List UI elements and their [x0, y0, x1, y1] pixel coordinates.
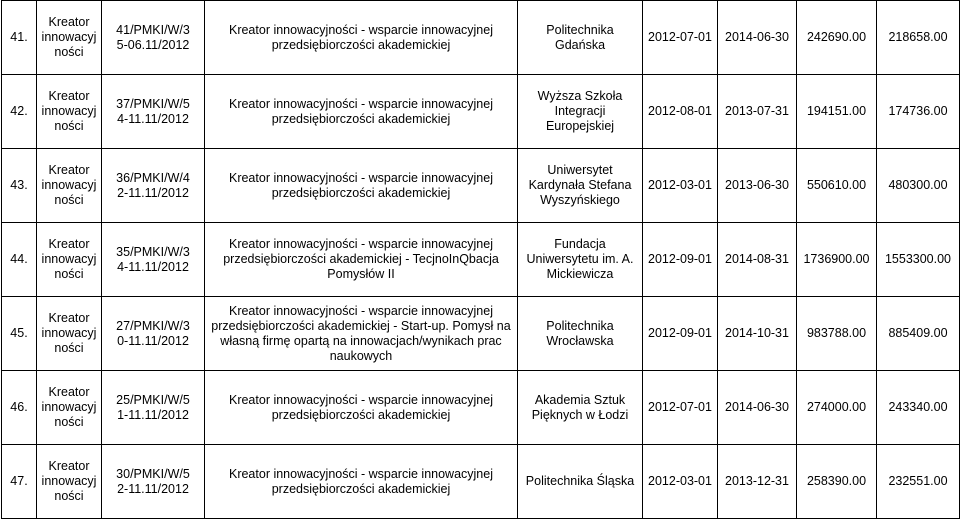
end-date: 2013-06-30: [718, 149, 797, 223]
program-name: [37, 371, 102, 445]
start-date: 2012-03-01: [643, 445, 718, 519]
project-title-line: przedsiębiorczości akademickiej - Start-up. Pomysł na: [211, 318, 511, 333]
program-name: [37, 445, 102, 519]
grants-table: [1, 0, 960, 519]
program-name-line: Kreator: [48, 459, 90, 473]
program-name-line: innowacyj: [41, 30, 97, 44]
project-title: [205, 297, 518, 371]
institution-name-line: Kardynała Stefana: [528, 178, 632, 192]
row-number: 46.: [2, 371, 37, 445]
program-name-line: ności: [54, 489, 84, 503]
end-date: 2014-10-31: [718, 297, 797, 371]
end-date: 2013-12-31: [718, 445, 797, 519]
institution-name-line: Politechnika: [546, 22, 614, 37]
program-name-line: Kreator: [48, 237, 90, 251]
row-number: 42.: [2, 75, 37, 149]
start-date: 2012-09-01: [643, 223, 718, 297]
institution-name-line: Pięknych w Łodzi: [531, 407, 629, 422]
program-name-line: innowacyj: [41, 178, 97, 192]
program-name-line: ności: [54, 193, 84, 207]
institution-name: [518, 445, 643, 519]
project-title-line: naukowych: [329, 348, 393, 363]
start-date: 2012-07-01: [643, 371, 718, 445]
program-name-line: innowacyj: [41, 326, 97, 340]
agreement-number-line: 2-11.11/2012: [117, 185, 189, 200]
funding-amount: 243340.00: [877, 371, 960, 445]
institution-name-line: Integracji: [554, 104, 606, 118]
agreement-number-line: 0-11.11/2012: [117, 333, 189, 348]
funding-amount: 174736.00: [877, 75, 960, 149]
grants-table-body: [2, 1, 960, 519]
program-name: [37, 223, 102, 297]
project-title-line: Kreator innowacyjności - wsparcie innowacyjnej: [228, 466, 493, 481]
end-date: 2014-06-30: [718, 371, 797, 445]
institution-name-line: Politechnika Śląska: [525, 474, 635, 488]
project-title-line: własną firmę opartą na innowacjach/wynikach prac: [220, 333, 502, 348]
agreement-number-line: 4-11.11/2012: [117, 259, 189, 274]
funding-amount: 1553300.00: [877, 223, 960, 297]
funding-amount: 218658.00: [877, 1, 960, 75]
project-title-line: przedsiębiorczości akademickiej: [271, 185, 451, 200]
table-row: [2, 149, 960, 223]
table-row: [2, 445, 960, 519]
project-title: [205, 1, 518, 75]
start-date: 2012-08-01: [643, 75, 718, 149]
end-date: 2014-06-30: [718, 1, 797, 75]
institution-name-line: Uniwersytetu im. A.: [526, 252, 634, 266]
start-date: 2012-03-01: [643, 149, 718, 223]
row-number: 44.: [2, 223, 37, 297]
program-name: [37, 1, 102, 75]
total-amount: 194151.00: [797, 75, 877, 149]
project-title: [205, 75, 518, 149]
institution-name-line: Wyższa Szkoła: [537, 89, 623, 103]
agreement-number-line: 36/PMKI/W/4: [116, 170, 190, 185]
project-title: [205, 223, 518, 297]
row-number: 45.: [2, 297, 37, 371]
project-title: [205, 371, 518, 445]
agreement-number: [102, 1, 205, 75]
program-name: [37, 149, 102, 223]
agreement-number-line: 41/PMKI/W/3: [116, 22, 190, 37]
project-title: [205, 149, 518, 223]
agreement-number-line: 2-11.11/2012: [117, 481, 189, 496]
program-name-line: innowacyj: [41, 104, 97, 118]
project-title: [205, 445, 518, 519]
agreement-number: [102, 149, 205, 223]
institution-name-line: Uniwersytet: [547, 163, 613, 177]
program-name-line: ności: [54, 119, 84, 133]
start-date: 2012-09-01: [643, 297, 718, 371]
agreement-number-line: 30/PMKI/W/5: [116, 466, 190, 481]
institution-name-line: Fundacja: [554, 237, 606, 251]
program-name-line: Kreator: [48, 311, 90, 325]
institution-name-line: Wyszyńskiego: [540, 193, 620, 207]
project-title-line: przedsiębiorczości akademickiej: [271, 111, 451, 126]
funding-amount: 232551.00: [877, 445, 960, 519]
program-name-line: Kreator: [48, 385, 90, 399]
row-number: 41.: [2, 1, 37, 75]
project-title-line: Kreator innowacyjności - wsparcie innowacyjnej: [228, 237, 493, 251]
project-title-line: przedsiębiorczości akademickiej - TecjnoInQbacja: [223, 252, 499, 266]
project-title-line: przedsiębiorczości akademickiej: [271, 37, 451, 52]
project-title-line: przedsiębiorczości akademickiej: [271, 481, 451, 496]
program-name-line: innowacyj: [41, 252, 97, 266]
total-amount: 274000.00: [797, 371, 877, 445]
project-title-line: Kreator innowacyjności - wsparcie innowacyjnej: [228, 96, 493, 111]
agreement-number: [102, 75, 205, 149]
agreement-number-line: 35/PMKI/W/3: [116, 244, 190, 259]
agreement-number: [102, 371, 205, 445]
agreement-number-line: 27/PMKI/W/3: [116, 318, 190, 333]
institution-name-line: Wrocławska: [546, 333, 614, 348]
agreement-number-line: 25/PMKI/W/5: [116, 392, 190, 407]
institution-name: [518, 371, 643, 445]
agreement-number-line: 5-06.11/2012: [116, 37, 190, 52]
program-name-line: ności: [54, 45, 84, 59]
table-row: [2, 75, 960, 149]
table-row: [2, 1, 960, 75]
program-name-line: innowacyj: [41, 474, 97, 488]
agreement-number: [102, 445, 205, 519]
total-amount: 242690.00: [797, 1, 877, 75]
program-name-line: ności: [54, 341, 84, 355]
program-name: [37, 297, 102, 371]
total-amount: 550610.00: [797, 149, 877, 223]
program-name-line: Kreator: [48, 15, 90, 29]
project-title-line: przedsiębiorczości akademickiej: [271, 407, 451, 422]
table-row: [2, 223, 960, 297]
agreement-number-line: 4-11.11/2012: [117, 111, 189, 126]
total-amount: 1736900.00: [797, 223, 877, 297]
program-name-line: innowacyj: [41, 400, 97, 414]
funding-amount: 885409.00: [877, 297, 960, 371]
project-title-line: Kreator innowacyjności - wsparcie innowacyjnej: [228, 170, 493, 185]
project-title-line: Kreator innowacyjności - wsparcie innowacyjnej: [228, 22, 493, 37]
agreement-number: [102, 297, 205, 371]
start-date: 2012-07-01: [643, 1, 718, 75]
program-name-line: ności: [54, 267, 84, 281]
project-title-line: Kreator innowacyjności - wsparcie innowacyjnej: [228, 392, 493, 407]
end-date: 2013-07-31: [718, 75, 797, 149]
funding-amount: 480300.00: [877, 149, 960, 223]
table-row: [2, 297, 960, 371]
institution-name-line: Europejskiej: [545, 119, 615, 133]
institution-name-line: Akademia Sztuk: [534, 392, 626, 407]
end-date: 2014-08-31: [718, 223, 797, 297]
table-row: [2, 371, 960, 445]
program-name-line: ności: [54, 415, 84, 429]
institution-name: [518, 223, 643, 297]
agreement-number-line: 1-11.11/2012: [117, 407, 189, 422]
institution-name: [518, 297, 643, 371]
agreement-number-line: 37/PMKI/W/5: [116, 96, 190, 111]
institution-name: [518, 75, 643, 149]
agreement-number: [102, 223, 205, 297]
project-title-line: Pomysłów II: [327, 267, 395, 281]
institution-name-line: Gdańska: [554, 37, 606, 52]
program-name-line: Kreator: [48, 89, 90, 103]
institution-name-line: Mickiewicza: [546, 267, 614, 281]
row-number: 47.: [2, 445, 37, 519]
total-amount: 258390.00: [797, 445, 877, 519]
project-title-line: Kreator innowacyjności - wsparcie innowacyjnej: [228, 303, 493, 318]
institution-name: [518, 149, 643, 223]
institution-name: [518, 1, 643, 75]
program-name-line: Kreator: [48, 163, 90, 177]
institution-name-line: Politechnika: [546, 318, 614, 333]
program-name: [37, 75, 102, 149]
row-number: 43.: [2, 149, 37, 223]
total-amount: 983788.00: [797, 297, 877, 371]
